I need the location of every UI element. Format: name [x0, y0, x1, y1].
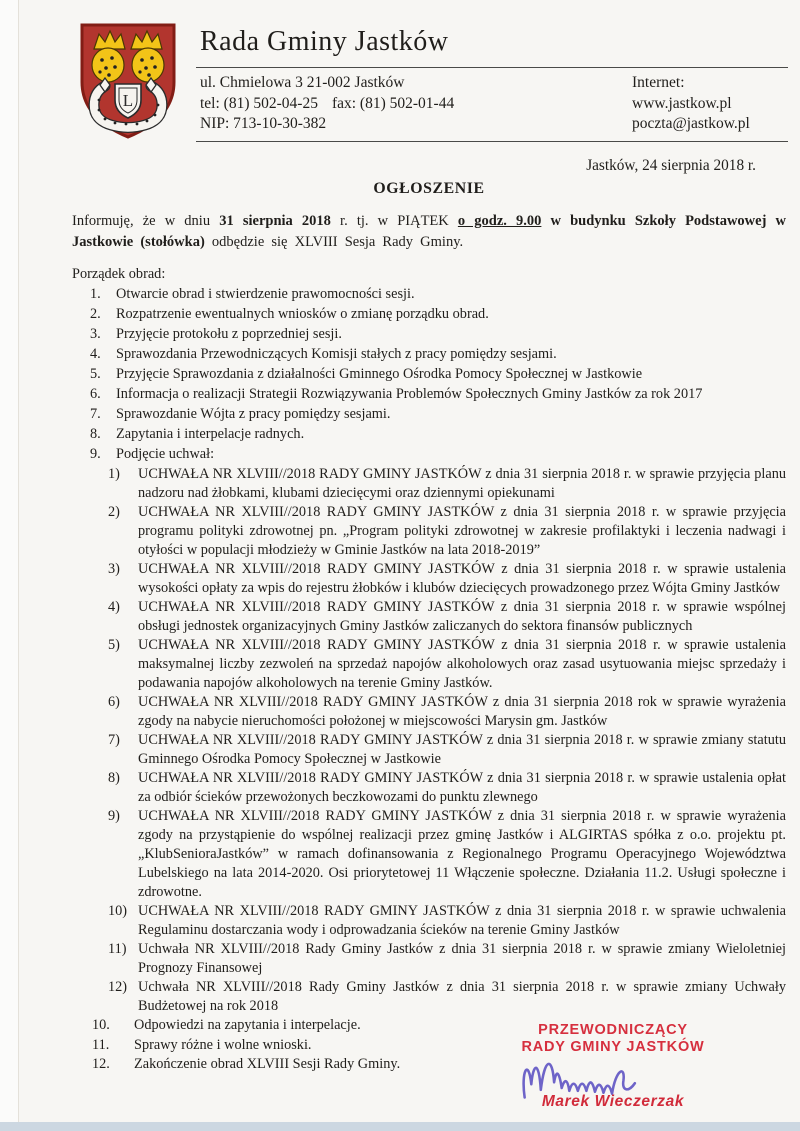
agenda-item — [72, 425, 786, 445]
item-text: UCHWAŁA NR XLVIII//2018 RADY GMINY JASTKÓW z dnia 31 sierpnia 2018 r. w sprawie przyjęcia planu nadzoru nad żłobkami, klubami dziecięcymi oraz dziennymi opiekunami — [138, 466, 786, 501]
agenda-item — [72, 385, 786, 405]
signature-role — [482, 1022, 744, 1056]
agenda-item — [72, 305, 786, 325]
item-text: Rozpatrzenie ewentualnych wniosków o zmianę porządku obrad. — [116, 306, 489, 322]
item-text: Przyjęcie Sprawozdania z działalności Gminnego Ośrodka Pomocy Społecznej w Jastkowie — [116, 366, 643, 382]
item-number: 10. — [92, 1017, 110, 1033]
item-number: 10) — [108, 903, 128, 919]
resolution-item — [72, 598, 786, 636]
item-number: 3) — [108, 561, 120, 577]
scan-bottom-edge — [0, 1122, 800, 1131]
item-number: 2. — [90, 306, 101, 322]
item-number: 9. — [90, 446, 101, 462]
resolution-item — [72, 636, 786, 693]
resolution-item — [72, 693, 786, 731]
crest-letter: L — [122, 91, 134, 110]
header-divider-bottom — [196, 141, 788, 142]
item-text: UCHWAŁA NR XLVIII//2018 RADY GMINY JASTKÓW z dnia 31 sierpnia 2018 r. w sprawie wspólnej obsługi jednostek organizacyjnych Gminy Jastków zaliczanych do sektora finansów publicznych — [138, 599, 786, 634]
item-text: Sprawy różne i wolne wnioski. — [134, 1036, 312, 1053]
session-place: w budynku Szkoły Podstawowej w Jastkowie (stołówka) — [72, 213, 787, 250]
item-text: UCHWAŁA NR XLVIII//2018 RADY GMINY JASTKÓW z dnia 31 sierpnia 2018 r. w sprawie ustalenia opłat za odbiór ścieków przewożonych beczkowozami do punktu zlewnego — [138, 770, 786, 805]
internet-label: Internet: — [632, 74, 685, 91]
intro-segment-3: odbędzie się XLVIII Sesja Rady Gminy. — [211, 234, 464, 250]
signature-role-line2: RADY GMINY JASTKÓW — [521, 1039, 705, 1056]
item-text: Zakończenie obrad XLVIII Sesji Rady Gminy. — [134, 1056, 401, 1072]
org-name: Rada Gminy Jastków — [200, 26, 449, 57]
item-number: 5. — [90, 366, 101, 382]
item-number: 12) — [108, 979, 128, 995]
fax-line: fax: (81) 502-01-44 — [331, 94, 455, 112]
item-number: 11. — [92, 1036, 110, 1053]
nip-line: NIP: 713-10-30-382 — [200, 115, 327, 133]
session-time: o godz. 9.00 — [457, 213, 542, 229]
resolutions-list — [72, 465, 786, 1016]
resolution-item — [72, 978, 786, 1016]
item-text: Informacja o realizacji Strategii Rozwiązywania Problemów Społecznych Gminy Jastków za rok 2017 — [116, 386, 703, 402]
item-number: 12. — [92, 1056, 110, 1072]
signature-name: Marek Wieczerzak — [541, 1093, 685, 1111]
item-number: 9) — [108, 808, 120, 824]
item-number: 7. — [90, 406, 101, 422]
agenda-item — [72, 405, 786, 425]
resolution-item — [72, 940, 786, 978]
intro-paragraph — [72, 211, 786, 253]
resolution-item — [72, 465, 786, 503]
item-number: 1. — [90, 286, 101, 302]
item-number: 11) — [108, 941, 127, 957]
item-text: UCHWAŁA NR XLVIII//2018 RADY GMINY JASTKÓW z dnia 31 sierpnia 2018 r. w sprawie przyjęcia programu polityki zdrowotnej pn. „Program polityki zdrowotnej w zakresie profilaktyki i leczenia nadwagi i otyłości w populacji młodzieży w Gminie Jastków na lata 2018-2019” — [138, 504, 786, 558]
item-number: 8) — [108, 770, 120, 786]
item-number: 7) — [108, 732, 120, 748]
item-text: UCHWAŁA NR XLVIII//2018 RADY GMINY JASTKÓW z dnia 31 sierpnia 2018 r. w sprawie ustalenia wysokości opłaty za wpis do rejestru żłobków i klubów dziecięcych prowadzonego przez Wójta Gminy Jastków — [138, 561, 786, 596]
item-number: 8. — [90, 426, 101, 442]
session-date: 31 sierpnia 2018 — [219, 213, 331, 229]
resolution-item — [72, 731, 786, 769]
item-text: Odpowiedzi na zapytania i interpelacje. — [134, 1017, 361, 1033]
agenda-item — [72, 325, 786, 345]
resolution-item — [72, 560, 786, 598]
item-text: Zapytania i interpelacje radnych. — [116, 426, 305, 442]
item-number: 6) — [108, 694, 120, 710]
letterhead — [72, 18, 788, 142]
item-text: Sprawozdanie Wójta z pracy pomiędzy sesjami. — [116, 406, 391, 422]
item-number: 4) — [108, 599, 120, 615]
email: poczta@jastkow.pl — [632, 115, 750, 133]
agenda-item — [72, 285, 786, 305]
agenda-list — [72, 285, 786, 465]
item-text: Otwarcie obrad i stwierdzenie prawomocności sesji. — [116, 286, 415, 302]
resolution-item — [72, 503, 786, 560]
resolution-item — [72, 769, 786, 807]
item-text: Podjęcie uchwał: — [116, 446, 215, 462]
item-number: 3. — [90, 326, 101, 342]
agenda-item — [72, 345, 786, 365]
coat-of-arms-icon — [74, 20, 182, 142]
item-number: 4. — [90, 346, 101, 362]
document-body — [72, 156, 786, 1075]
signature-role-line1: PRZEWODNICZĄCY — [538, 1022, 688, 1038]
item-text: UCHWAŁA NR XLVIII//2018 RADY GMINY JASTKÓW z dnia 31 sierpnia 2018 rok w sprawie wyrażenia zgody na nabycie nieruchomości położonej w miejscowości Marysin gm. Jastków — [138, 694, 786, 729]
intro-segment-1: Informuję, że w dniu — [72, 213, 220, 229]
item-number: 1) — [108, 466, 120, 482]
intro-segment-2: r. tj. w PIĄTEK — [330, 213, 458, 229]
item-text: UCHWAŁA NR XLVIII//2018 RADY GMINY JASTKÓW z dnia 31 sierpnia 2018 r. w sprawie zmiany statutu Gminnego Ośrodka Pomocy Społecznej w Jastkowie — [138, 732, 786, 767]
document-title: OGŁOSZENIE — [373, 180, 485, 197]
signature-block — [482, 1022, 744, 1111]
agenda-heading: Porządek obrad: — [72, 266, 166, 282]
item-text: Sprawozdania Przewodniczących Komisji stałych z pracy pomiędzy sesjami. — [116, 346, 557, 362]
item-text: UCHWAŁA NR XLVIII//2018 RADY GMINY JASTKÓW z dnia 31 sierpnia 2018 r. w sprawie ustalenia maksymalnej liczby zezwoleń na sprzedaż napojów alkoholowych oraz zasad usytuowania miejsc sprzedaży i podawania napojów alkoholowych na terenie Gminy Jastków. — [138, 637, 786, 691]
item-text: UCHWAŁA NR XLVIII//2018 RADY GMINY JASTKÓW z dnia 31 sierpnia 2018 r. w sprawie uchwalenia Regulaminu dostarczania wody i odprowadzania ścieków na terenie Gminy Jastków — [138, 903, 786, 938]
website: www.jastkow.pl — [632, 94, 732, 112]
resolution-item — [72, 807, 786, 902]
item-number: 2) — [108, 504, 120, 520]
scan-left-edge — [0, 0, 19, 1131]
agenda-item — [72, 365, 786, 385]
phone-line: tel: (81) 502-04-25 — [200, 94, 318, 112]
agenda-item — [72, 445, 786, 465]
item-number: 6. — [90, 386, 101, 402]
item-text: Przyjęcie protokołu z poprzedniej sesji. — [116, 326, 342, 342]
resolution-item — [72, 902, 786, 940]
item-text: Uchwała NR XLVIII//2018 Rady Gminy Jastków z dnia 31 sierpnia 2018 r. w sprawie zmiany Uchwały Budżetowej na rok 2018 — [138, 979, 786, 1014]
address-line: ul. Chmielowa 3 21-002 Jastków — [200, 74, 405, 91]
item-number: 5) — [108, 637, 120, 653]
date-line: Jastków, 24 sierpnia 2018 r. — [586, 157, 756, 174]
item-text: Uchwała NR XLVIII//2018 Rady Gminy Jastków z dnia 31 sierpnia 2018 r. w sprawie zmiany Wieloletniej Prognozy Finansowej — [138, 941, 786, 976]
item-text: UCHWAŁA NR XLVIII//2018 RADY GMINY JASTKÓW z dnia 31 sierpnia 2018 r. w sprawie wyrażenia zgody na przystąpienie do wspólnej realizacji przez gminę Jastków i ALGIRTAS spółka z o.o. projektu pt.„KlubSenioraJastków” w ramach dofinansowania z Regionalnego Programu Operacyjnego Województwa Lubelskiego na lata 2014-2020. Osi priorytetowej 11 Włączenie społeczne. Działania 11.2. Usługi społeczne i zdrowotne. — [138, 808, 786, 900]
